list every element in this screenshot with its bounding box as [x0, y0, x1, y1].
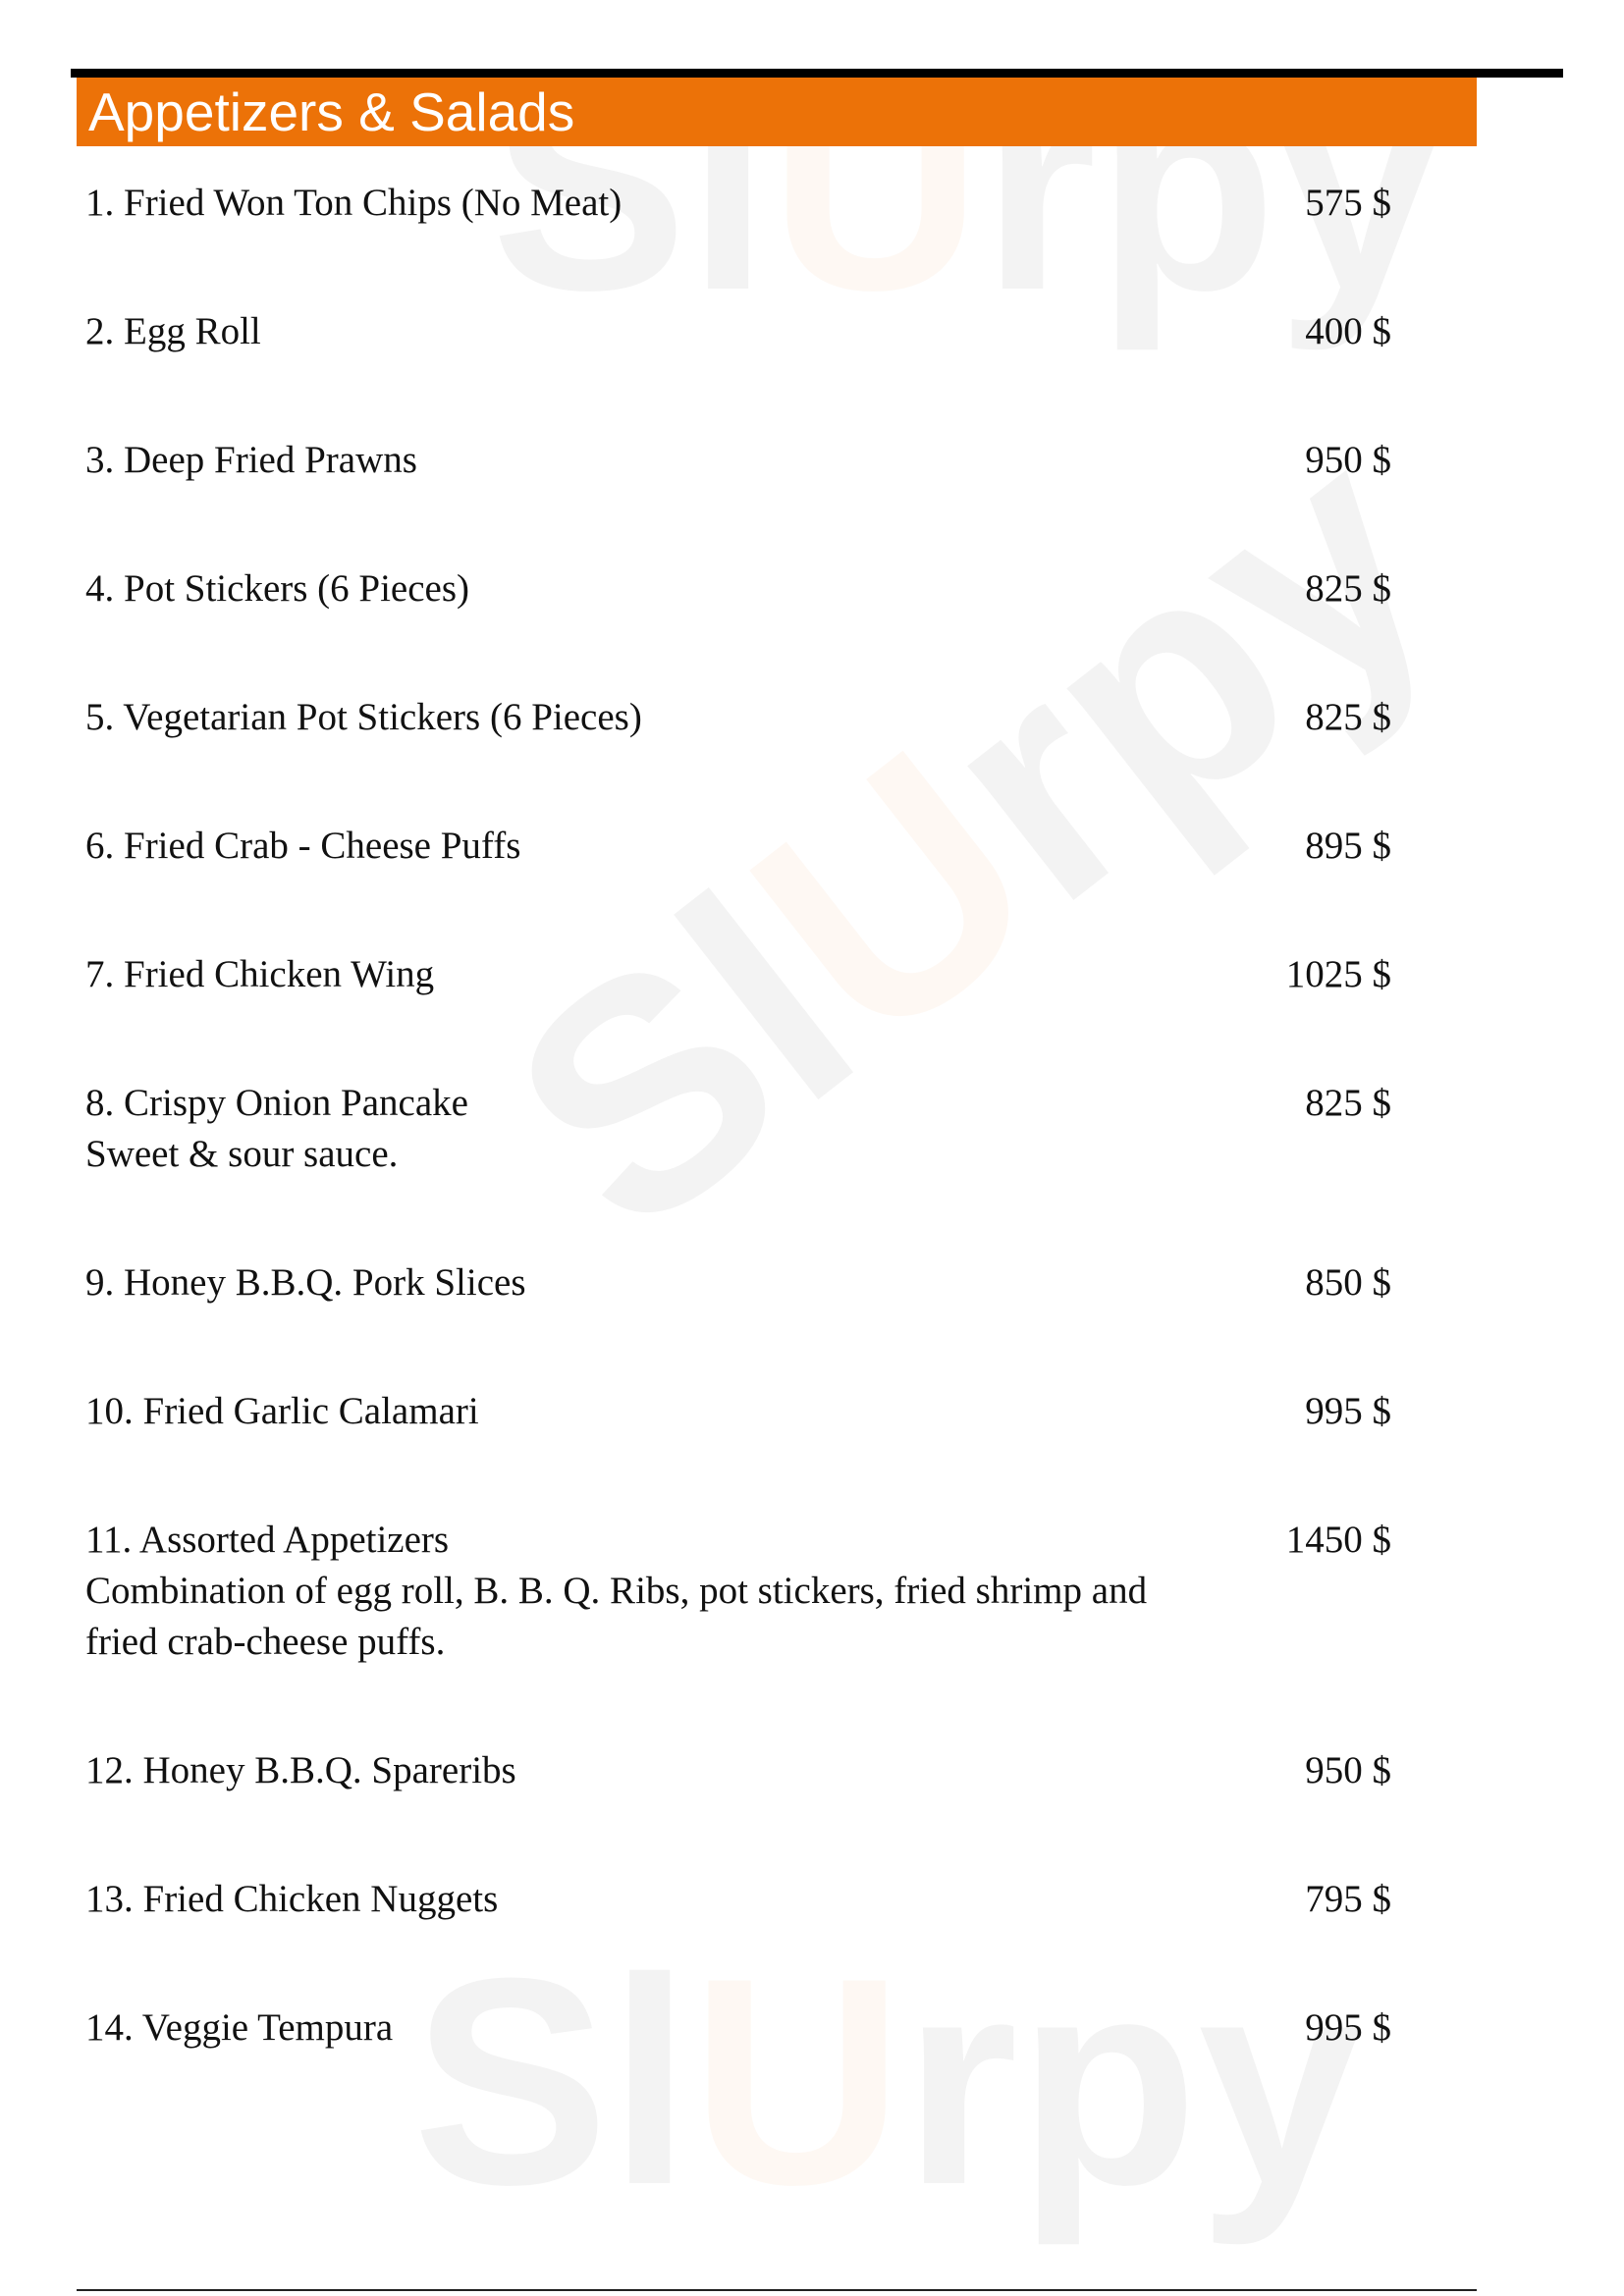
- watermark-logo: [412, 1934, 1362, 2228]
- item-price: 795 $: [1305, 1878, 1391, 1920]
- item-name: 6. Fried Crab - Cheese Puffs: [85, 825, 521, 867]
- top-divider: [71, 69, 1563, 78]
- item-description: Combination of egg roll, B. B. Q. Ribs, pot stickers, fried shrimp and: [85, 1570, 1148, 1612]
- menu-item: [85, 1078, 1391, 1180]
- item-name: 3. Deep Fried Prawns: [85, 439, 417, 481]
- bottom-divider: [77, 2289, 1477, 2291]
- menu-item: [85, 1874, 1391, 1925]
- item-price: 1450 $: [1285, 1519, 1391, 1561]
- item-name: 14. Veggie Tempura: [85, 2006, 394, 2049]
- menu-item: [85, 821, 1391, 872]
- item-price: 1025 $: [1285, 953, 1391, 995]
- menu-item: [85, 1257, 1391, 1308]
- menu-item: [85, 563, 1391, 614]
- item-name: 10. Fried Garlic Calamari: [85, 1390, 479, 1432]
- menu-item: [85, 435, 1391, 486]
- item-name: 8. Crispy Onion Pancake: [85, 1082, 468, 1124]
- item-name: 7. Fried Chicken Wing: [85, 953, 435, 995]
- menu-item: [85, 1515, 1391, 1668]
- item-price: 895 $: [1305, 825, 1391, 867]
- item-price: 825 $: [1305, 567, 1391, 610]
- menu-item: [85, 1745, 1391, 1796]
- item-price: 995 $: [1305, 2006, 1391, 2049]
- item-name: 4. Pot Stickers (6 Pieces): [85, 567, 470, 610]
- item-price: 995 $: [1305, 1390, 1391, 1432]
- item-name: 13. Fried Chicken Nuggets: [85, 1878, 499, 1920]
- menu-item: [85, 178, 1391, 229]
- item-price: 575 $: [1305, 182, 1391, 224]
- item-name: 11. Assorted Appetizers: [85, 1519, 450, 1561]
- item-name: 2. Egg Roll: [85, 310, 261, 352]
- item-price: 825 $: [1305, 696, 1391, 738]
- item-price: 400 $: [1305, 310, 1391, 352]
- menu-item: [85, 2002, 1391, 2054]
- item-price: 850 $: [1305, 1261, 1391, 1304]
- item-name: 5. Vegetarian Pot Stickers (6 Pieces): [85, 696, 642, 738]
- item-price: 950 $: [1305, 1749, 1391, 1791]
- item-name: 12. Honey B.B.Q. Spareribs: [85, 1749, 516, 1791]
- item-price: 825 $: [1305, 1082, 1391, 1124]
- menu-item: [85, 949, 1391, 1000]
- item-description-continued: fried crab-cheese puffs.: [85, 1621, 446, 1663]
- section-header: [77, 78, 1477, 146]
- item-description: Sweet & sour sauce.: [85, 1133, 399, 1175]
- menu-item: [85, 1386, 1391, 1437]
- menu-item: [85, 306, 1391, 357]
- item-name: 9. Honey B.B.Q. Pork Slices: [85, 1261, 526, 1304]
- menu-item: [85, 692, 1391, 743]
- item-name: 1. Fried Won Ton Chips (No Meat): [85, 182, 623, 224]
- item-price: 950 $: [1305, 439, 1391, 481]
- section-title: Appetizers & Salads: [88, 81, 575, 142]
